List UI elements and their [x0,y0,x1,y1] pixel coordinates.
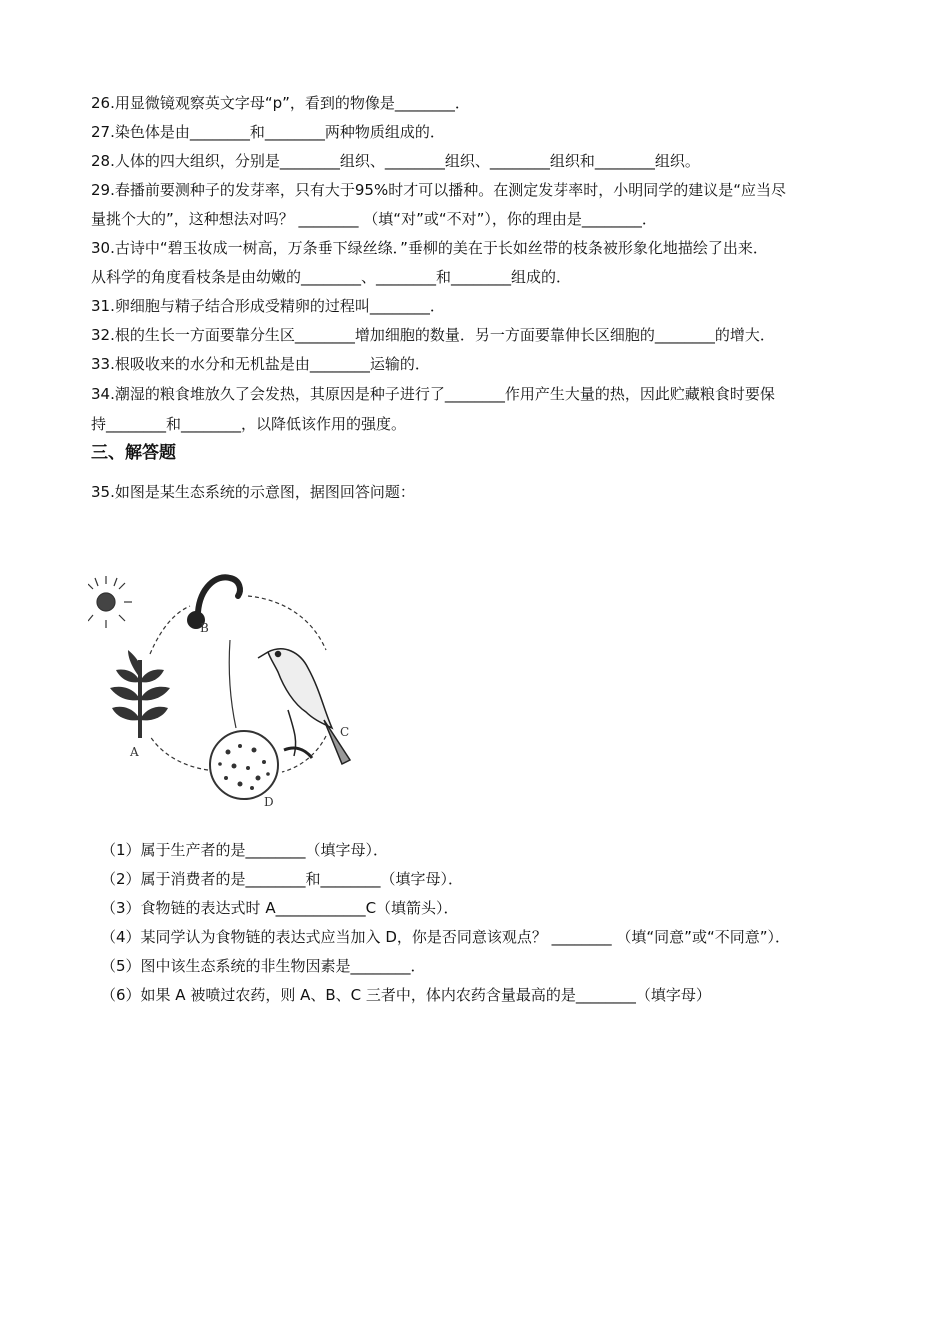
question-26: 26.用显微镜观察英文字母“p”，看到的物像是________． [91,94,470,112]
question-32: 32.根的生长一方面要靠分生区________增加细胞的数量．另一方面要靠伸长区细胞的________的增大． [91,326,775,344]
label-c: C [340,725,350,739]
q35-sub-3: （3）食物链的表达式时 A____________C（填箭头）． [101,899,459,917]
plant-icon [110,650,170,738]
caterpillar-icon [190,577,240,626]
q35-sub-1: （1）属于生产者的是________（填字母）． [101,841,389,859]
sun-icon [88,576,132,628]
question-35-stem: 35.如图是某生态系统的示意图，据图回答问题： [91,483,415,501]
q35-sub-5: （5）图中该生态系统的非生物因素是________． [101,957,426,975]
q35-sub-4: （4）某同学认为食物链的表达式应当加入 D，你是否同意该观点？ ________ （填“同意”或“不同意”）． [101,928,790,946]
question-34-line2: 持________和________，以降低该作用的强度。 [91,415,407,433]
q35-sub-6: （6）如果 A 被喷过农药，则 A、B、C 三者中，体内农药含量最高的是________（填字母） [101,986,711,1004]
q35-sub-2: （2）属于消费者的是________和________（填字母）． [101,870,464,888]
label-d: D [264,795,274,809]
question-34-line1: 34.潮湿的粮食堆放久了会发热，其原因是种子进行了________作用产生大量的热，因此贮藏粮食时要保 [91,385,775,403]
ecosystem-diagram [88,560,388,812]
question-30-line1: 30.古诗中“碧玉妆成一树高，万条垂下绿丝绦．”垂柳的美在于长如丝带的枝条被形象化地描绘了出来． [91,239,768,257]
label-a: A [130,745,139,759]
question-27: 27.染色体是由________和________两种物质组成的． [91,123,445,141]
microorganism-icon [210,731,278,799]
question-29-line1: 29.春播前要测种子的发芽率，只有大于95%时才可以播种。在测定发芽率时，小明同学的建议是“应当尽 [91,181,786,199]
section-heading: 三、解答题 [91,443,176,463]
question-33: 33.根吸收来的水分和无机盐是由________运输的． [91,355,430,373]
label-b: B [200,621,209,635]
question-28: 28.人体的四大组织，分别是________组织、________组织、________组织和________组织。 [91,152,700,170]
question-29-line2: 量挑个大的”，这种想法对吗？ ________ （填“对”或“不对”），你的理由是________． [91,210,657,228]
question-31: 31.卵细胞与精子结合形成受精卵的过程叫________． [91,297,445,315]
question-30-line2: 从科学的角度看枝条是由幼嫩的________、________和________组成的． [91,268,572,286]
